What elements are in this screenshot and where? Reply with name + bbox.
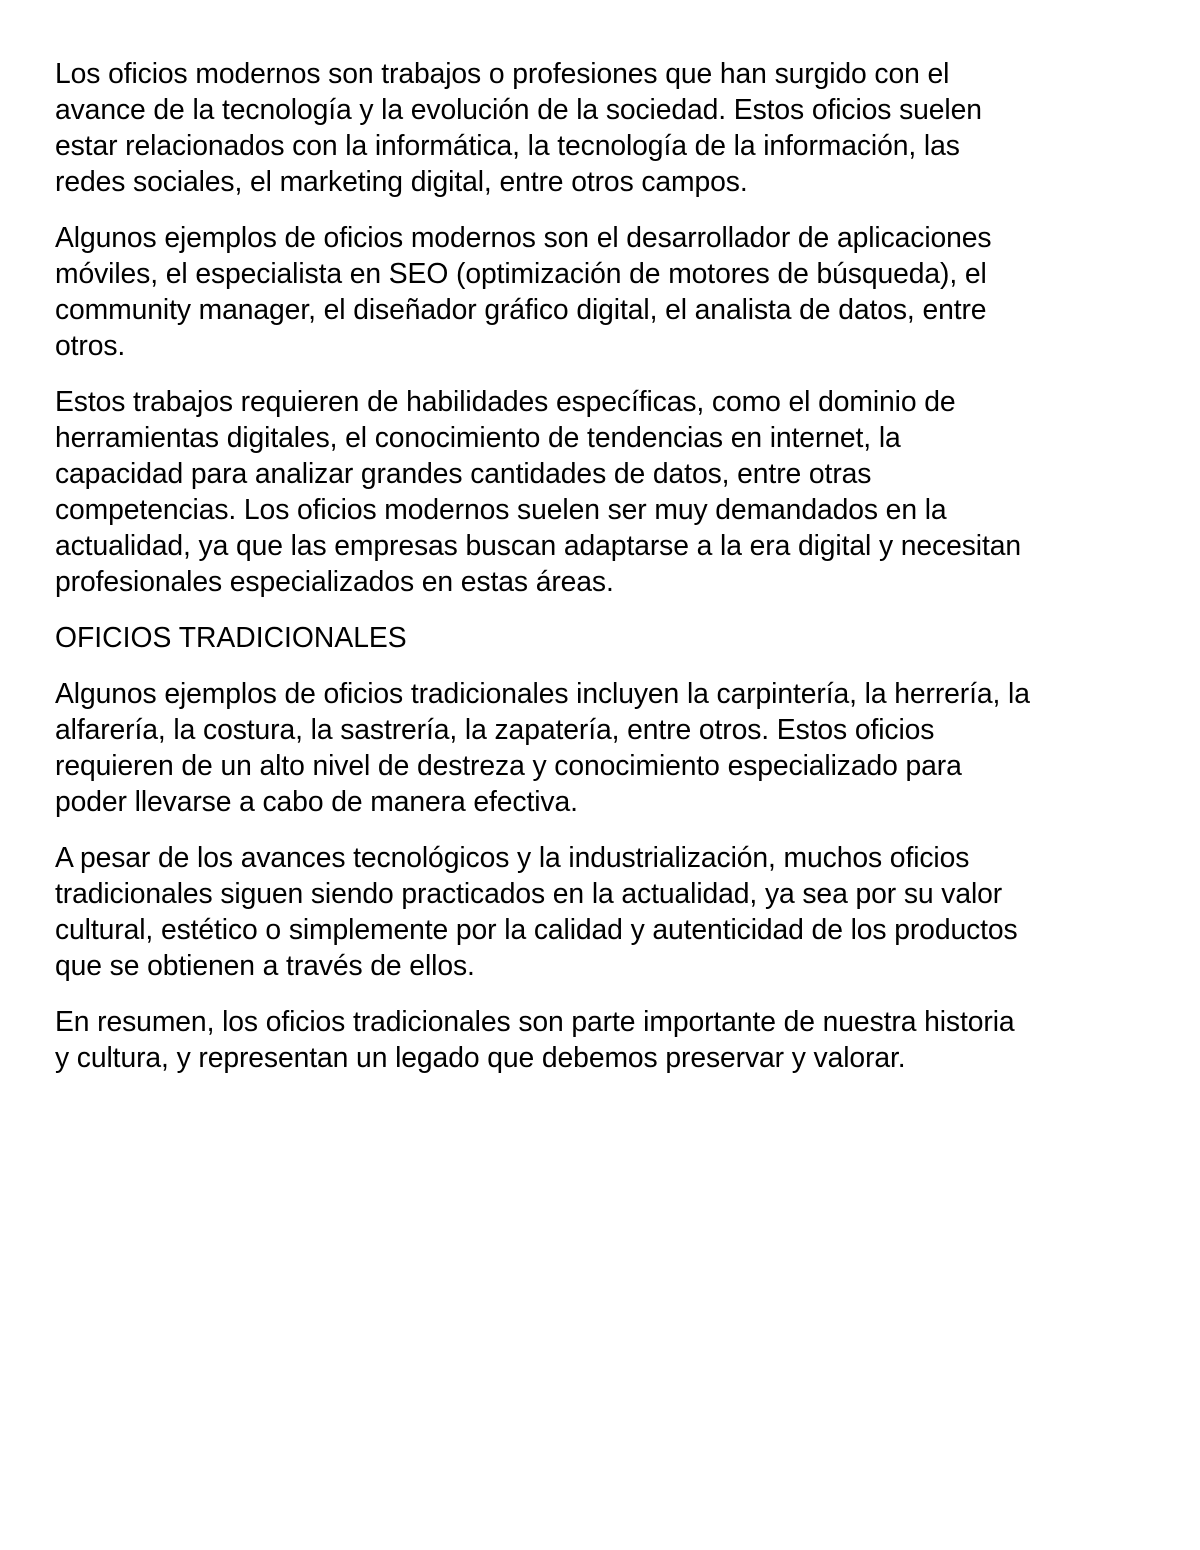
text-line: tradicionales siguen siendo practicados en la actualidad, ya sea por su valor bbox=[55, 877, 1003, 909]
text-line: Los oficios modernos son trabajos o profesiones que han surgido con el bbox=[55, 57, 950, 89]
text-line: poder llevarse a cabo de manera efectiva. bbox=[55, 785, 578, 817]
text-line: otros. bbox=[55, 329, 126, 361]
text-line: estar relacionados con la informática, la tecnología de la información, las bbox=[55, 129, 960, 161]
text-line: requieren de un alto nivel de destreza y conocimiento especializado para bbox=[55, 749, 962, 781]
text-line: avance de la tecnología y la evolución de la sociedad. Estos oficios suelen bbox=[55, 93, 982, 125]
text-line: profesionales especializados en estas áreas. bbox=[55, 565, 614, 597]
paragraph-modern-skills bbox=[55, 383, 1150, 599]
text-line: Estos trabajos requieren de habilidades específicas, como el dominio de bbox=[55, 385, 956, 417]
paragraph-modern-intro bbox=[55, 55, 1150, 199]
text-line: alfarería, la costura, la sastrería, la zapatería, entre otros. Estos oficios bbox=[55, 713, 935, 745]
text-line: y cultura, y representan un legado que debemos preservar y valorar. bbox=[55, 1041, 906, 1073]
paragraph-traditional-examples bbox=[55, 675, 1150, 819]
text-line: que se obtienen a través de ellos. bbox=[55, 949, 475, 981]
text-line: Algunos ejemplos de oficios modernos son el desarrollador de aplicaciones bbox=[55, 221, 992, 253]
text-line: community manager, el diseñador gráfico digital, el analista de datos, entre bbox=[55, 293, 987, 325]
text-line: Algunos ejemplos de oficios tradicionales incluyen la carpintería, la herrería, la bbox=[55, 677, 1030, 709]
text-line: actualidad, ya que las empresas buscan adaptarse a la era digital y necesitan bbox=[55, 529, 1022, 561]
text-line: capacidad para analizar grandes cantidades de datos, entre otras bbox=[55, 457, 872, 489]
text-line: cultural, estético o simplemente por la calidad y autenticidad de los productos bbox=[55, 913, 1018, 945]
paragraph-summary bbox=[55, 1003, 1150, 1075]
text-line: redes sociales, el marketing digital, entre otros campos. bbox=[55, 165, 748, 197]
text-line: herramientas digitales, el conocimiento de tendencias en internet, la bbox=[55, 421, 901, 453]
text-line: competencias. Los oficios modernos suelen ser muy demandados en la bbox=[55, 493, 947, 525]
text-line: A pesar de los avances tecnológicos y la industrialización, muchos oficios bbox=[55, 841, 970, 873]
paragraph-traditional-persistence bbox=[55, 839, 1150, 983]
paragraph-modern-examples bbox=[55, 219, 1150, 363]
text-line: En resumen, los oficios tradicionales son parte importante de nuestra historia bbox=[55, 1005, 1015, 1037]
section-heading: OFICIOS TRADICIONALES bbox=[55, 621, 407, 653]
text-line: móviles, el especialista en SEO (optimización de motores de búsqueda), el bbox=[55, 257, 987, 289]
